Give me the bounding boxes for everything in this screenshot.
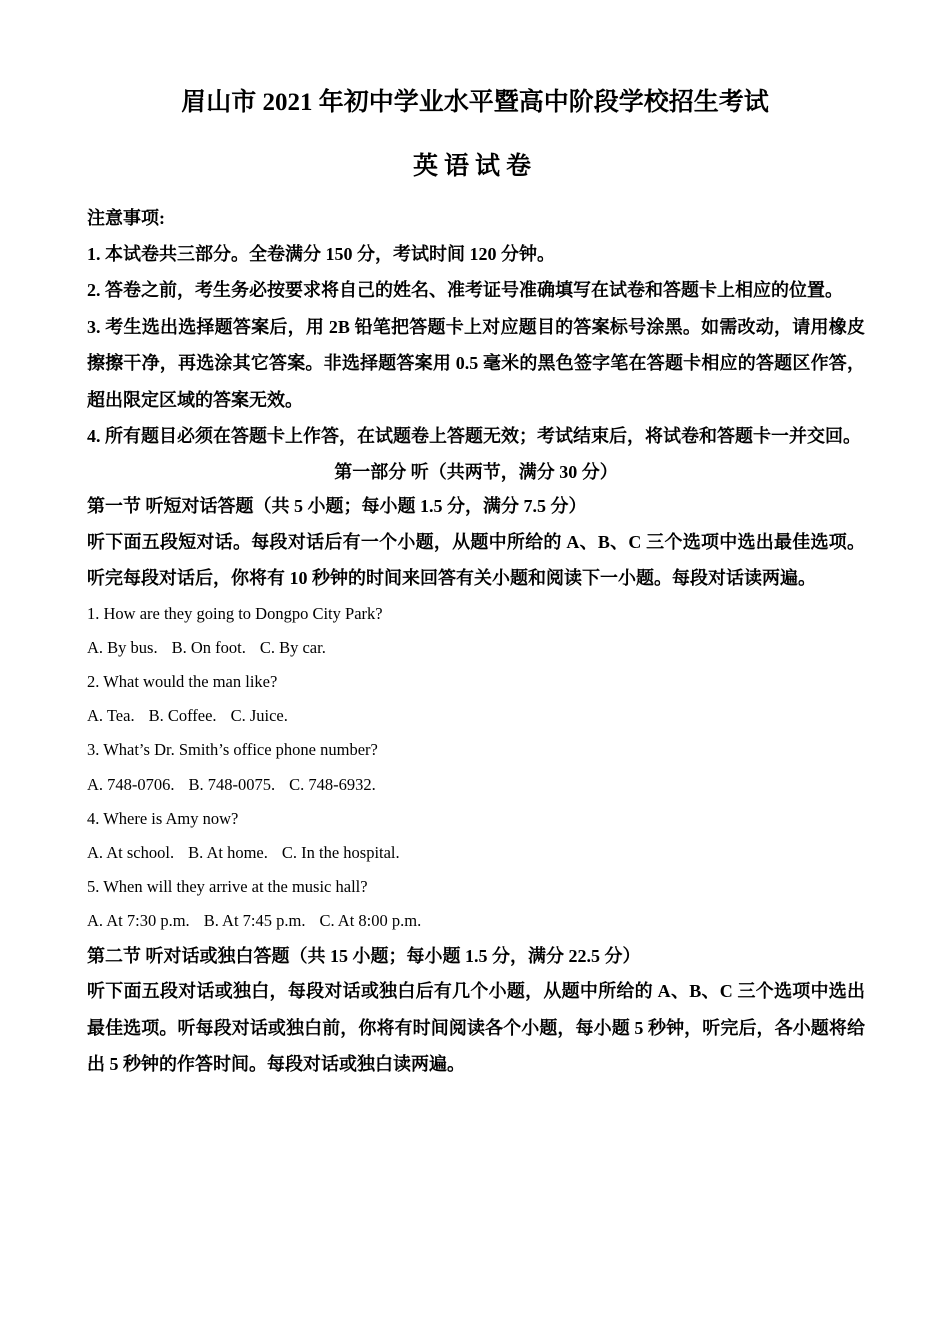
question-options: [87, 699, 865, 733]
option-c: C. By car.: [259, 637, 326, 657]
question-stem: 1. How are they going to Dongpo City Park?: [87, 603, 383, 623]
exam-subtitle: 英语试卷: [412, 153, 537, 180]
option-b: B. On foot.: [171, 637, 246, 657]
section2-instructions: 听下面五段对话或独白，每段对话或独白后有几个小题，从题中所给的 A、B、C 三个选项中选出最佳选项。听每段对话或独白前，你将有时间阅读各个小题，每小题 5 秒钟，听完后，各小题将给出 5 秒钟的作答时间。每段对话或独白读两遍。: [87, 981, 865, 1075]
option-a: A. Tea.: [87, 706, 135, 726]
option-c: C. In the hospital.: [281, 842, 400, 862]
question-options: [87, 836, 865, 870]
option-c: C. Juice.: [230, 706, 288, 726]
notice-item-3: 3. 考生选出选择题答案后，用 2B 铅笔把答题卡上对应题目的答案标号涂黑。如需改动，请用橡皮擦擦干净，再选涂其它答案。非选择题答案用 0.5 毫米的黑色签字笔在答题卡相应的答题区作答，超出限定区域的答案无效。: [87, 316, 865, 410]
question-options: [87, 768, 865, 802]
option-b: B. 748-0075.: [188, 774, 276, 794]
notice-heading: 注意事项:: [87, 208, 165, 228]
section1-instructions: 听下面五段短对话。每段对话后有一个小题，从题中所给的 A、B、C 三个选项中选出最佳选项。听完每段对话后，你将有 10 秒钟的时间来回答有关小题和阅读下一小题。每段对话读两遍。: [87, 531, 865, 588]
option-c: C. 748-6932.: [289, 774, 376, 794]
option-a: A. By bus.: [87, 637, 158, 657]
question-stem: 4. Where is Amy now?: [87, 808, 239, 828]
part1-heading: 第一部分 听（共两节，满分 30 分）: [334, 461, 618, 482]
notice-item-1: 1. 本试卷共三部分。全卷满分 150 分，考试时间 120 分钟。: [87, 243, 555, 264]
option-b: B. At 7:45 p.m.: [203, 911, 306, 931]
question-list: [87, 597, 865, 939]
option-b: B. At home.: [188, 842, 268, 862]
question-stem: 3. What’s Dr. Smith’s office phone number?: [87, 740, 378, 760]
notice-item-4: 4. 所有题目必须在答题卡上作答，在试题卷上答题无效；考试结束后，将试卷和答题卡一并交回。: [87, 426, 861, 446]
section1-heading: 第一节 听短对话答题（共 5 小题；每小题 1.5 分，满分 7.5 分）: [87, 496, 587, 516]
option-c: C. At 8:00 p.m.: [319, 911, 422, 931]
option-b: B. Coffee.: [148, 706, 217, 726]
section2-heading: 第二节 听对话或独白答题（共 15 小题；每小题 1.5 分，满分 22.5 分）: [87, 945, 641, 966]
notice-item-2: 2. 答卷之前，考生务必按要求将自己的姓名、准考证号准确填写在试卷和答题卡上相应的位置。: [87, 280, 843, 300]
option-a: A. At school.: [87, 842, 175, 862]
exam-title: 眉山市 2021 年初中学业水平暨高中阶段学校招生考试: [181, 89, 769, 116]
question-options: [87, 631, 865, 665]
question-stem: 5. When will they arrive at the music hall?: [87, 877, 368, 897]
exam-content: [87, 201, 865, 1083]
option-a: A. At 7:30 p.m.: [87, 911, 190, 931]
question-options: [87, 904, 865, 938]
question-stem: 2. What would the man like?: [87, 671, 278, 691]
option-a: A. 748-0706.: [87, 774, 175, 794]
